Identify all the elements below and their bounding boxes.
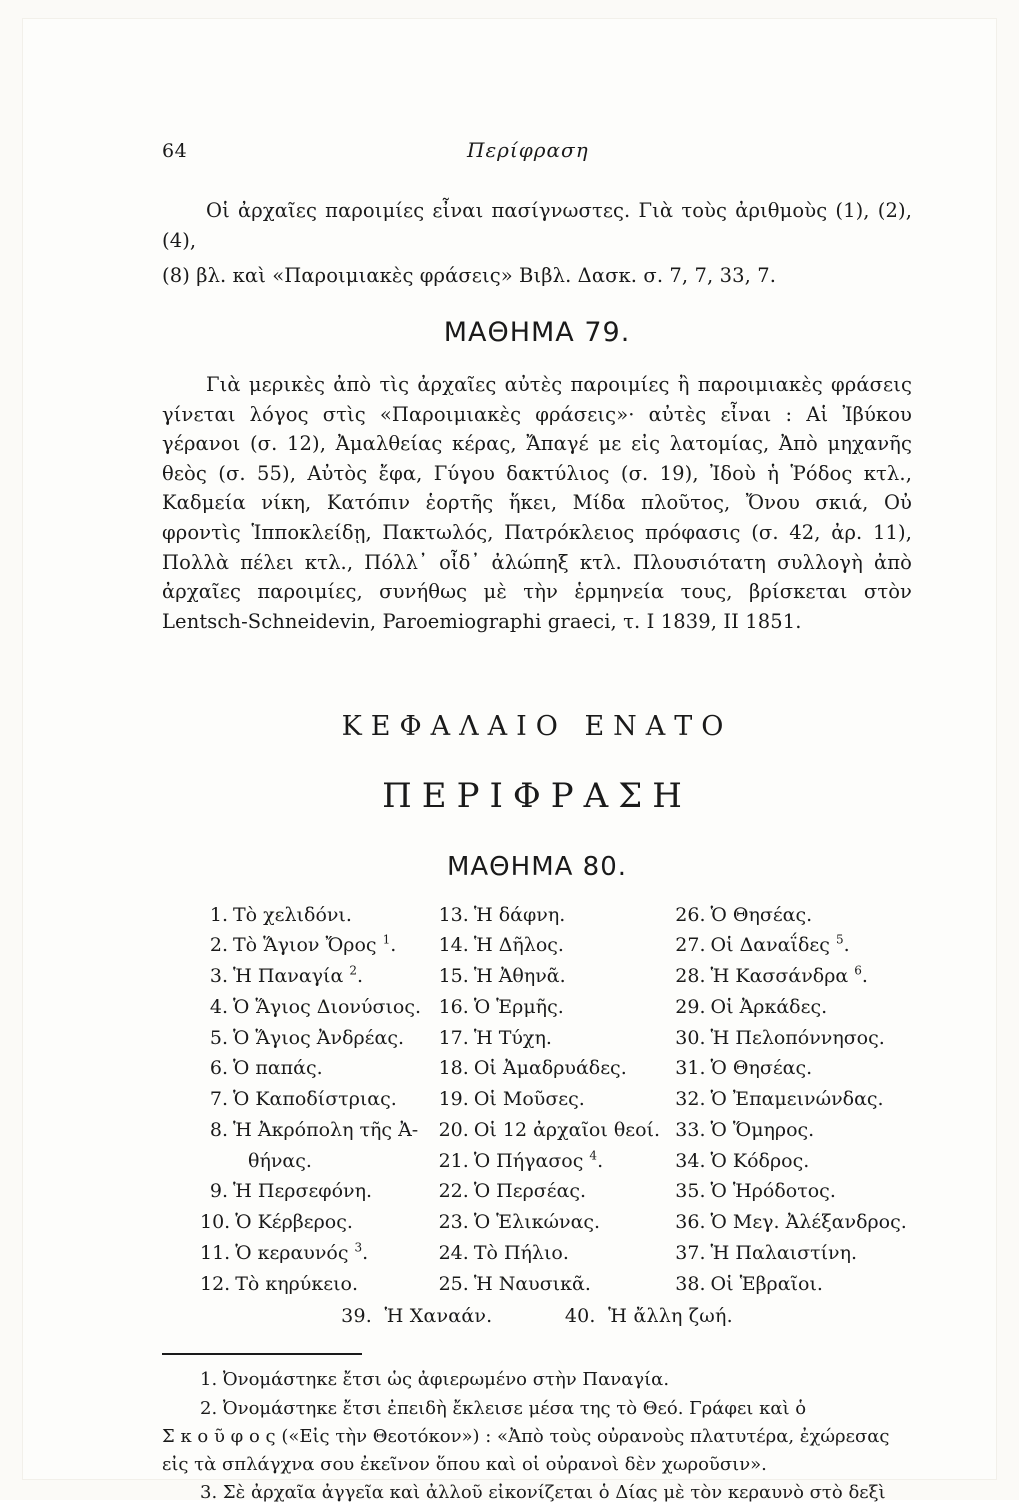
list-item-label: Ὁ Ἡρόδοτος. bbox=[710, 1180, 836, 1203]
exercise-column-2 bbox=[439, 900, 676, 1300]
list-item-number: 20. bbox=[438, 1118, 469, 1141]
list-item bbox=[439, 900, 676, 931]
list-item-label: Ἡ Ναυσικᾶ. bbox=[473, 1272, 591, 1295]
exercise-last-line bbox=[162, 1305, 912, 1327]
list-item-39-number: 39. bbox=[341, 1305, 372, 1328]
list-item-number: 17. bbox=[438, 1026, 469, 1049]
list-item-number: 8. bbox=[209, 1118, 228, 1141]
footnote-marker: 5 bbox=[835, 932, 844, 947]
list-item-label: Ἡ Παλαιστίνη. bbox=[710, 1241, 858, 1264]
list-item bbox=[200, 1115, 439, 1177]
list-item-label: Οἱ Ἀμαδρυάδες. bbox=[473, 1057, 627, 1080]
list-item-label: Ἡ Ἀκρόπολη τῆς Ἀ- bbox=[233, 1118, 419, 1141]
list-item-label: Ὁ Ἑρμῆς. bbox=[473, 995, 564, 1018]
list-item-number: 10. bbox=[200, 1211, 231, 1234]
list-item-period: . bbox=[597, 1149, 604, 1172]
list-item bbox=[200, 1269, 439, 1300]
page-number: 64 bbox=[162, 140, 188, 162]
list-item bbox=[439, 1023, 676, 1054]
list-item bbox=[675, 1084, 912, 1115]
list-item-number: 15. bbox=[438, 965, 469, 988]
list-item-number: 5. bbox=[209, 1026, 228, 1049]
list-item-40-label: Ἡ ἄλλη ζωή. bbox=[608, 1305, 733, 1328]
list-item bbox=[439, 1238, 676, 1269]
list-item-number: 23. bbox=[438, 1211, 469, 1234]
list-item bbox=[439, 1084, 676, 1115]
list-item bbox=[675, 1207, 912, 1238]
list-item bbox=[439, 1207, 676, 1238]
list-item-number: 28. bbox=[675, 965, 706, 988]
footnote-marker: 6 bbox=[854, 963, 862, 978]
list-item bbox=[439, 992, 676, 1023]
footnote-marker: 3 bbox=[354, 1240, 363, 1255]
list-item-label: Ὁ Κέρβερος. bbox=[235, 1211, 353, 1234]
list-item-label: Τὸ χελιδόνι. bbox=[233, 903, 352, 926]
list-item-number: 2. bbox=[209, 934, 228, 957]
list-item-label: Ὁ Ὅμηρος. bbox=[710, 1118, 815, 1141]
footnote-marker: 2 bbox=[349, 963, 357, 978]
list-item-label: Ὁ Ἅγιος Διονύσιος. bbox=[233, 995, 422, 1018]
list-item-number: 22. bbox=[438, 1180, 469, 1203]
list-item bbox=[200, 930, 439, 961]
footnote-marker: 4 bbox=[589, 1148, 598, 1163]
chapter-label: ΚΕΦΑΛΑΙΟ ΕΝΑΤΟ bbox=[341, 710, 733, 742]
list-item bbox=[439, 1146, 676, 1177]
list-item bbox=[675, 961, 912, 992]
footnote-separator bbox=[162, 1353, 362, 1355]
exercise-column-1 bbox=[162, 900, 439, 1300]
exercise-column-3 bbox=[675, 900, 912, 1300]
footnote-2-line1: 2. Ὀνομάστηκε ἔτσι ἐπειδὴ ἔκλεισε μέσα της τὸ Θεό. Γράφει καὶ ὁ bbox=[200, 1397, 807, 1419]
list-item-label: Ἡ δάφνη. bbox=[473, 903, 566, 926]
list-item bbox=[439, 1269, 676, 1300]
list-item-label: Ἡ Πελοπόννησος. bbox=[710, 1026, 885, 1049]
list-item-label: Οἱ Ἀρκάδες. bbox=[710, 995, 828, 1018]
list-item bbox=[439, 961, 676, 992]
page-content bbox=[162, 138, 912, 1508]
list-item-number: 29. bbox=[675, 995, 706, 1018]
running-title: Περίφραση bbox=[467, 138, 589, 162]
list-item bbox=[200, 1084, 439, 1115]
list-item bbox=[675, 1176, 912, 1207]
list-item-number: 26. bbox=[675, 903, 706, 926]
footnotes bbox=[162, 1367, 912, 1505]
list-item-label: Ἡ Τύχη. bbox=[473, 1026, 552, 1049]
footnote-2-line3: εἰς τὰ σπλάγχνα σου ἐκεῖνον ὅπου καὶ οἱ οὐρανοὶ δὲν χωροῦσιν». bbox=[162, 1453, 767, 1475]
list-item-number: 21. bbox=[438, 1149, 469, 1172]
page-header bbox=[162, 138, 912, 162]
list-item-period: . bbox=[357, 965, 364, 988]
list-item-label: Οἱ Ἑβραῖοι. bbox=[710, 1272, 823, 1295]
list-item-label: Ὁ Θησέας. bbox=[710, 903, 813, 926]
list-item-period: . bbox=[362, 1241, 369, 1264]
list-item-period: . bbox=[843, 934, 850, 957]
list-item-number: 16. bbox=[438, 995, 469, 1018]
list-item-label: Ὁ παπάς. bbox=[233, 1057, 323, 1080]
list-item-number: 13. bbox=[438, 903, 469, 926]
list-item bbox=[439, 1053, 676, 1084]
list-item bbox=[675, 1146, 912, 1177]
list-item bbox=[675, 992, 912, 1023]
list-item-label: Ὁ κεραυνός bbox=[235, 1241, 355, 1264]
list-item bbox=[675, 1053, 912, 1084]
list-item-number: 6. bbox=[209, 1057, 228, 1080]
list-item bbox=[675, 930, 912, 961]
list-item-label: Ὁ Μεγ. Ἀλέξανδρος. bbox=[710, 1211, 907, 1234]
list-item bbox=[675, 900, 912, 931]
lesson-79-body: Γιὰ μερικὲς ἀπὸ τὶς ἀρχαῖες αὐτὲς παροιμίες ἢ παροιμιακὲς φράσεις γίνεται λόγος στὶς «Παροιμιακὲς φράσεις»· αὐτὲς εἶναι : Αἱ Ἰβύκου γέρανοι (σ. 12), Ἀμαλθείας κέρας, Ἄπαγέ με εἰς λατομίας, Ἀπὸ μηχανῆς θεὸς (σ. 55), Αὐτὸς ἔφα, Γύγου δακτύλιος (σ. 19), Ἰδοὺ ἡ Ῥόδος κτλ., Καδμεία νίκη, Κατόπιν ἑορτῆς ἥκει, Μίδα πλοῦτος, Ὄνου σκιά, Οὐ φροντὶς Ἱπποκλείδῃ, Πακτωλός, Πατρόκλειος πρόφασις (σ. 42, ἀρ. 11), Πολλὰ πέλει κτλ., Πόλλ᾽ οἶδ᾽ ἀλώπηξ κτλ. Πλουσιότατη συλλογὴ ἀπὸ ἀρχαῖες παροιμίες, συνήθως μὲ τὴν ἑρμηνεία τους, βρίσκεται στὸν Lentsch-Schneidevin, Paroemiographi graeci, τ. Ι 1839, ΙΙ 1851. bbox=[162, 372, 912, 633]
list-item-label: Οἱ Μοῦσες. bbox=[473, 1088, 585, 1111]
list-item bbox=[200, 961, 439, 992]
list-item-label: Ὁ Πήγασος bbox=[473, 1149, 590, 1172]
list-item-number: 18. bbox=[438, 1057, 469, 1080]
list-item-period: . bbox=[390, 934, 397, 957]
list-item-number: 24. bbox=[438, 1241, 469, 1264]
list-item-number: 34. bbox=[675, 1149, 706, 1172]
list-item bbox=[675, 1269, 912, 1300]
list-item-label: Ὁ Κόδρος. bbox=[710, 1149, 810, 1172]
list-item-number: 35. bbox=[675, 1180, 706, 1203]
list-item bbox=[200, 900, 439, 931]
list-item-label: Οἱ 12 ἀρχαῖοι θεοί. bbox=[473, 1118, 661, 1141]
list-item-number: 14. bbox=[438, 934, 469, 957]
list-item-number: 1. bbox=[209, 903, 228, 926]
list-item-label: Οἱ Δαναΐδες bbox=[710, 934, 836, 957]
list-item-label: Ἡ Παναγία bbox=[233, 965, 350, 988]
list-item-label: Τὸ κηρύκειο. bbox=[235, 1272, 358, 1295]
list-item bbox=[200, 1053, 439, 1084]
list-item-39-label: Ἡ Χαναάν. bbox=[384, 1305, 493, 1328]
list-item-label: Ὁ Καποδίστριας. bbox=[233, 1088, 397, 1111]
list-item-number: 4. bbox=[209, 995, 228, 1018]
list-item bbox=[675, 1238, 912, 1269]
list-item-label: Ἡ Ἀθηνᾶ. bbox=[473, 965, 566, 988]
footnote-2-line2: Σ κ ο ῦ φ ο ς («Εἰς τὴν Θεοτόκον») : «Ἀπὸ τοὺς οὐρανοὺς πλατυτέρα, ἐχώρεσας bbox=[162, 1425, 890, 1447]
intro-paragraph-line2: (8) βλ. καὶ «Παροιμιακὲς φράσεις» Βιβλ. Δασκ. σ. 7, 7, 33, 7. bbox=[162, 264, 777, 288]
list-item-number: 38. bbox=[675, 1272, 706, 1295]
list-item-label: Ἡ Δῆλος. bbox=[473, 934, 564, 957]
list-item-label: Τὸ Πήλιο. bbox=[473, 1241, 569, 1264]
list-item-number: 25. bbox=[438, 1272, 469, 1295]
list-item-number: 19. bbox=[438, 1088, 469, 1111]
list-item bbox=[439, 1115, 676, 1146]
list-item-label: Ὁ Θησέας. bbox=[710, 1057, 813, 1080]
list-item-number: 3. bbox=[209, 965, 228, 988]
list-item bbox=[675, 1115, 912, 1146]
list-item bbox=[675, 1023, 912, 1054]
list-item-number: 36. bbox=[675, 1211, 706, 1234]
list-item-label: Ὁ Ἑλικώνας. bbox=[473, 1211, 601, 1234]
list-item-label: Τὸ Ἅγιον Ὄρος bbox=[233, 934, 383, 957]
footnote-marker: 1 bbox=[382, 932, 391, 947]
list-item-number: 11. bbox=[200, 1241, 231, 1264]
list-item-label: Ὁ Ἐπαμεινώνδας. bbox=[710, 1088, 884, 1111]
list-item bbox=[200, 992, 439, 1023]
list-item-number: 7. bbox=[209, 1088, 228, 1111]
scanned-page bbox=[22, 18, 997, 1503]
list-item bbox=[439, 930, 676, 961]
list-item-label: Ἡ Περσεφόνη. bbox=[233, 1180, 373, 1203]
list-item bbox=[439, 1176, 676, 1207]
intro-paragraph-line1: Οἱ ἀρχαῖες παροιμίες εἶναι πασίγνωστες. Γιὰ τοὺς ἀριθμοὺς (1), (2), (4), bbox=[162, 199, 912, 252]
exercise-list bbox=[162, 900, 912, 1300]
list-item bbox=[200, 1207, 439, 1238]
chapter-title: ΠΕΡΙΦΡΑΣΗ bbox=[382, 775, 692, 816]
list-item-number: 31. bbox=[675, 1057, 706, 1080]
list-item-label: Ὁ Ἅγιος Ἀνδρέας. bbox=[233, 1026, 405, 1049]
list-item bbox=[200, 1176, 439, 1207]
lesson-79-heading: ΜΑΘΗΜΑ 79. bbox=[443, 316, 631, 348]
list-item-label: Ἡ Κασσάνδρα bbox=[710, 965, 855, 988]
list-item-label: Ὁ Περσέας. bbox=[473, 1180, 587, 1203]
list-item-number: 33. bbox=[675, 1118, 706, 1141]
footnote-3: 3. Σὲ ἀρχαῖα ἀγγεῖα καὶ ἀλλοῦ εἰκονίζεται ὁ Δίας μὲ τὸν κεραυνὸ στὸ δεξὶ bbox=[200, 1481, 886, 1503]
list-item-number: 12. bbox=[200, 1272, 231, 1295]
footnote-1: 1. Ὀνομάστηκε ἔτσι ὡς ἀφιερωμένο στὴν Παναγία. bbox=[200, 1369, 670, 1391]
list-item bbox=[200, 1238, 439, 1269]
lesson-80-heading: ΜΑΘΗΜΑ 80. bbox=[446, 851, 628, 882]
list-item-40-number: 40. bbox=[564, 1305, 596, 1328]
list-item bbox=[200, 1023, 439, 1054]
list-item-continuation: θήνας. bbox=[248, 1149, 312, 1172]
list-item-period: . bbox=[861, 965, 868, 988]
list-item-number: 37. bbox=[675, 1241, 706, 1264]
list-item-number: 30. bbox=[675, 1026, 706, 1049]
list-item-number: 32. bbox=[675, 1088, 706, 1111]
list-item-number: 27. bbox=[675, 934, 706, 957]
list-item-number: 9. bbox=[209, 1180, 228, 1203]
